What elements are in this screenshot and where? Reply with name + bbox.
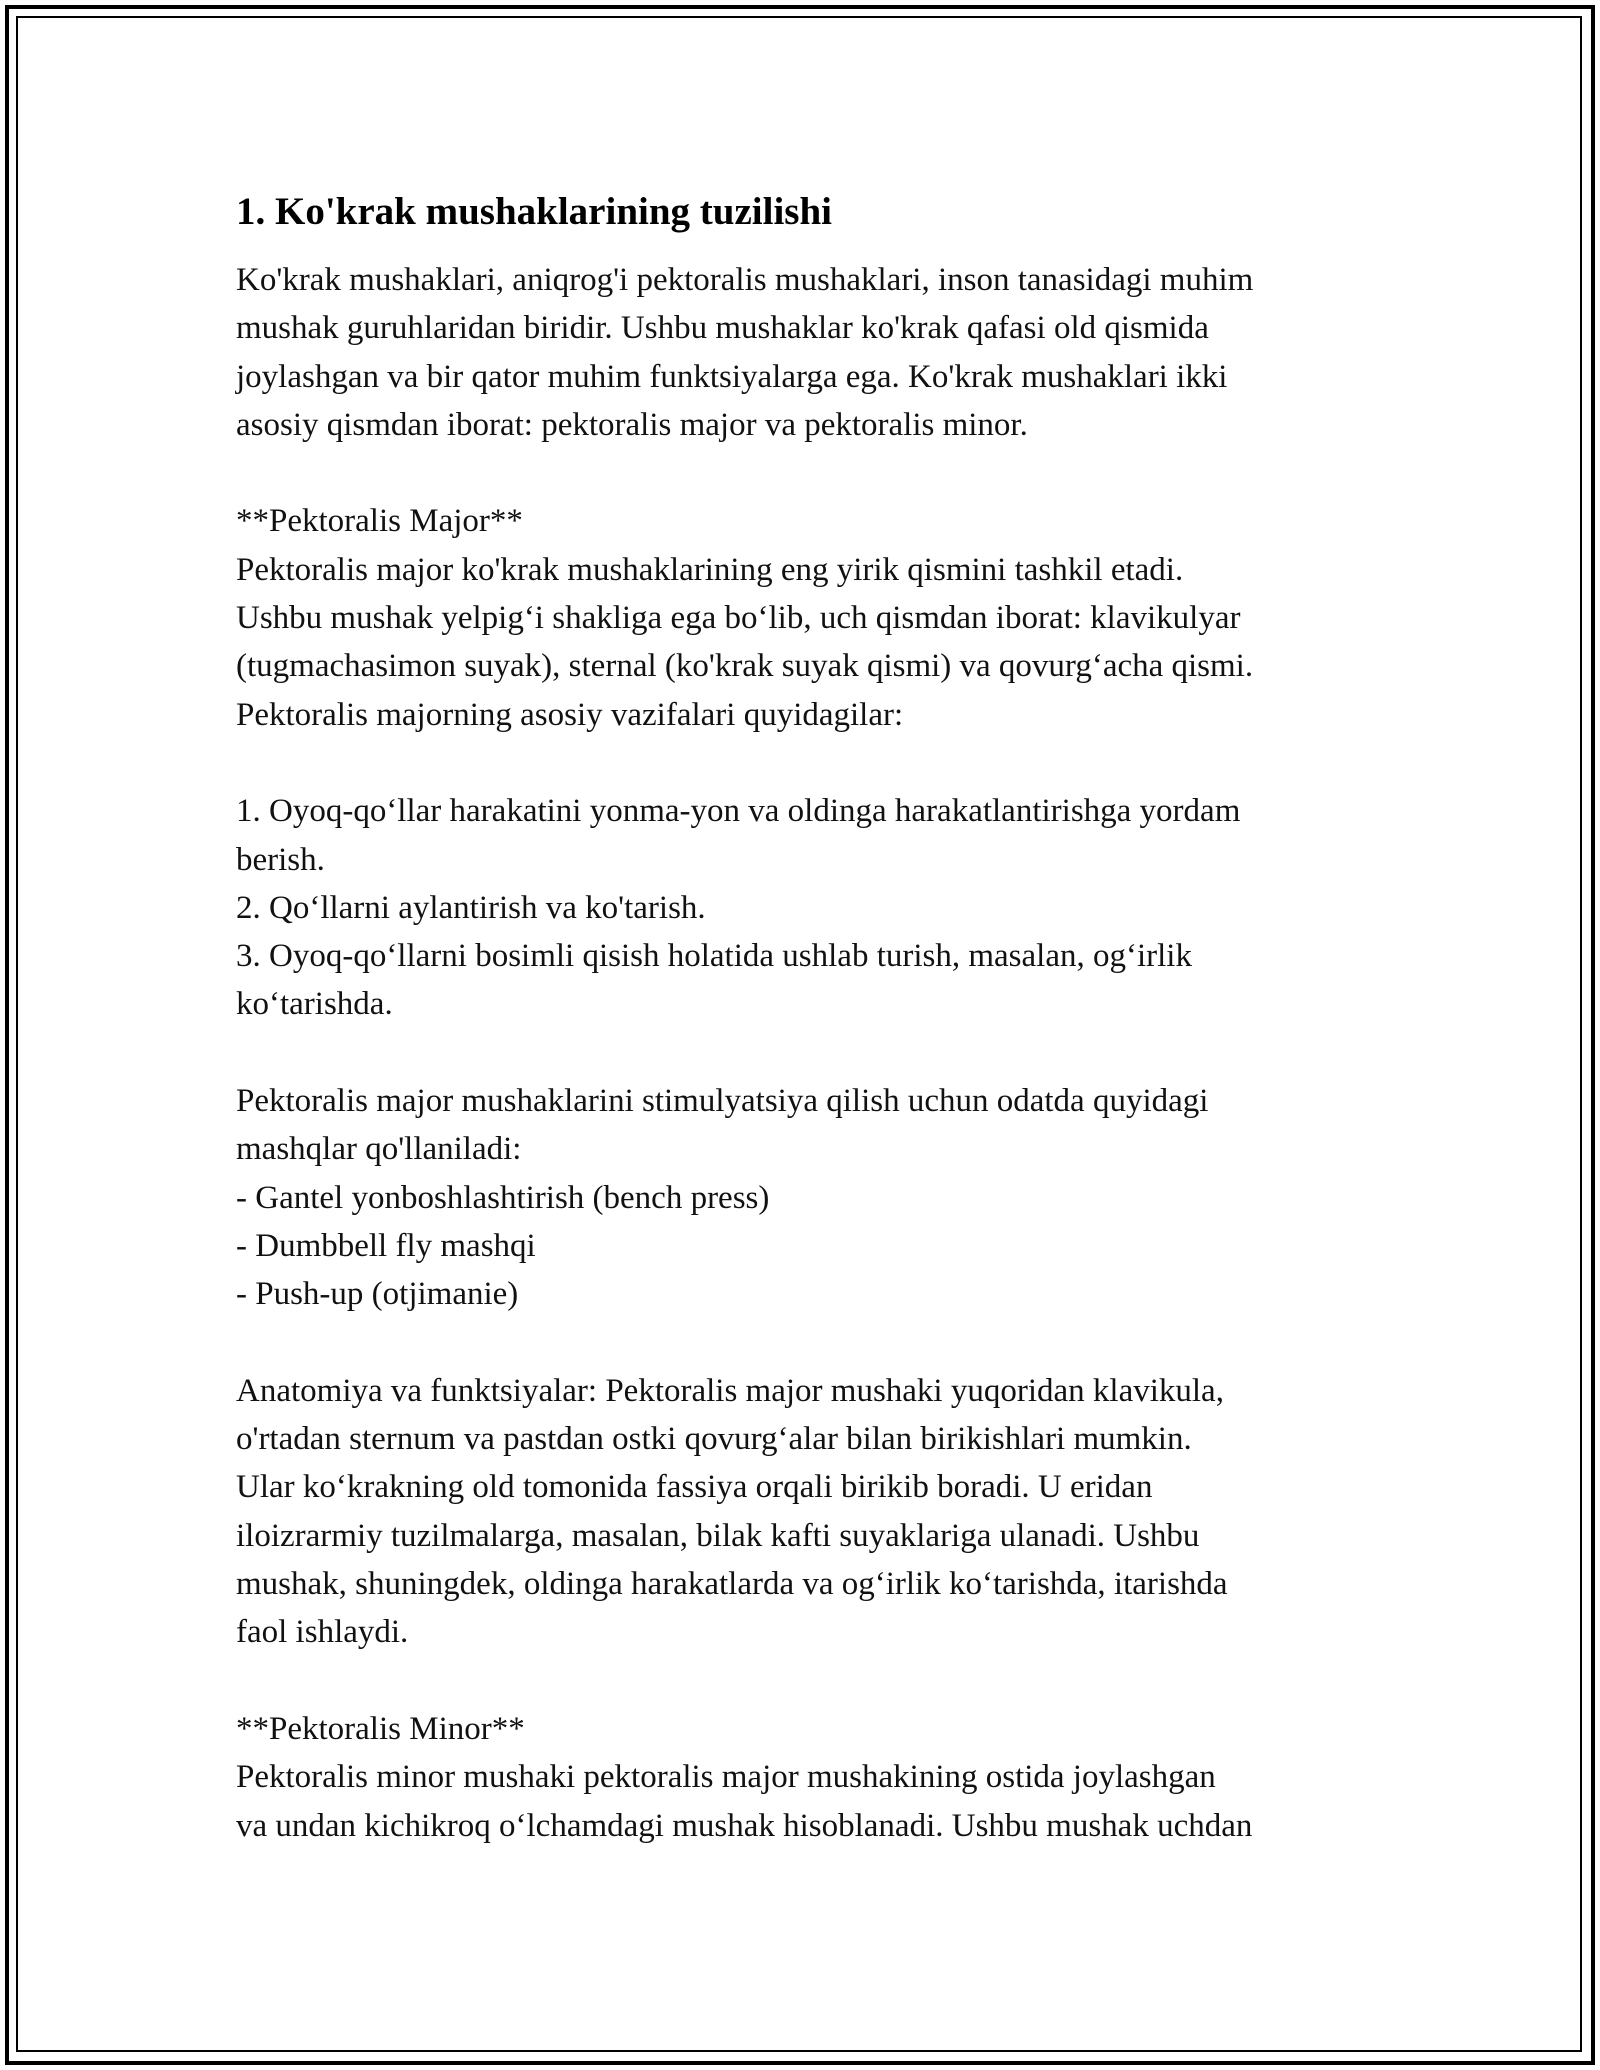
text-line: - Gantel yonboshlashtirish (bench press) xyxy=(236,1179,770,1216)
text-line: o'rtadan sternum va pastdan ostki qovurg‘alar bilan birikishlari mumkin. xyxy=(236,1421,1192,1458)
text-line: **Pektoralis Minor** xyxy=(236,1710,525,1747)
blank-line xyxy=(236,739,1386,787)
text-line: Pektoralis minor mushaki pektoralis major mushakining ostida joylashgan xyxy=(236,1759,1216,1796)
text-line: Anatomiya va funktsiyalar: Pektoralis major mushaki yuqoridan klavikula, xyxy=(236,1372,1224,1409)
text-line: mashqlar qo'llaniladi: xyxy=(236,1131,522,1168)
text-line: Pektoralis major mushaklarini stimulyatsiya qilish uchun odatda quyidagi xyxy=(236,1083,1209,1120)
text-line: 3. Oyoq-qo‘llarni bosimli qisish holatida ushlab turish, masalan, og‘irlik xyxy=(236,938,1192,975)
text-line: asosiy qismdan iborat: pektoralis major va pektoralis minor. xyxy=(236,406,1028,443)
text-line: Ko'krak mushaklari, aniqrog'i pektoralis mushaklari, inson tanasidagi muhim xyxy=(236,262,1254,298)
document-body xyxy=(236,186,1386,1850)
text-line: Pektoralis major ko'krak mushaklarining eng yirik qismini tashkil etadi. xyxy=(236,551,1184,588)
text-line: - Dumbbell fly mashqi xyxy=(236,1227,536,1264)
blank-line xyxy=(236,1319,1386,1367)
blank-line xyxy=(236,1029,1386,1077)
text-line: 1. Oyoq-qo‘llar harakatini yonma-yon va oldinga harakatlantirishga yordam xyxy=(236,793,1241,830)
text-line: - Push-up (otjimanie) xyxy=(236,1276,519,1313)
text-line: Pektoralis majorning asosiy vazifalari quyidagilar: xyxy=(236,696,904,733)
document-text xyxy=(236,256,1386,1850)
text-line: mushak guruhlaridan biridir. Ushbu mushaklar ko'krak qafasi old qismida xyxy=(236,310,1209,347)
text-line: faol ishlaydi. xyxy=(236,1614,409,1651)
text-line: (tugmachasimon suyak), sternal (ko'krak suyak qismi) va qovurg‘acha qismi. xyxy=(236,648,1254,685)
text-line: joylashgan va bir qator muhim funktsiyalarga ega. Ko'krak mushaklari ikki xyxy=(236,358,1228,395)
text-line: berish. xyxy=(236,841,325,878)
text-line: Ular ko‘krakning old tomonida fassiya orqali birikib boradi. U eridan xyxy=(236,1469,1153,1506)
text-line: va undan kichikroq o‘lchamdagi mushak hisoblanadi. Ushbu mushak uchdan xyxy=(236,1807,1253,1844)
text-line: Ushbu mushak yelpig‘i shakliga ega bo‘lib, uch qismdan iborat: klavikulyar xyxy=(236,600,1241,637)
text-line: mushak, shuningdek, oldinga harakatlarda va og‘irlik ko‘tarishda, itarishda xyxy=(236,1566,1228,1603)
text-line: 2. Qo‘llarni aylantirish va ko'tarish. xyxy=(236,889,706,926)
text-line: iloizrarmiy tuzilmalarga, masalan, bilak kafti suyaklariga ulanadi. Ushbu xyxy=(236,1517,1200,1554)
blank-line xyxy=(236,1657,1386,1705)
document-heading: 1. Ko'krak mushaklarining tuzilishi xyxy=(236,190,832,233)
text-line: ko‘tarishda. xyxy=(236,986,393,1023)
blank-line xyxy=(236,449,1386,497)
text-line: **Pektoralis Major** xyxy=(236,503,523,540)
